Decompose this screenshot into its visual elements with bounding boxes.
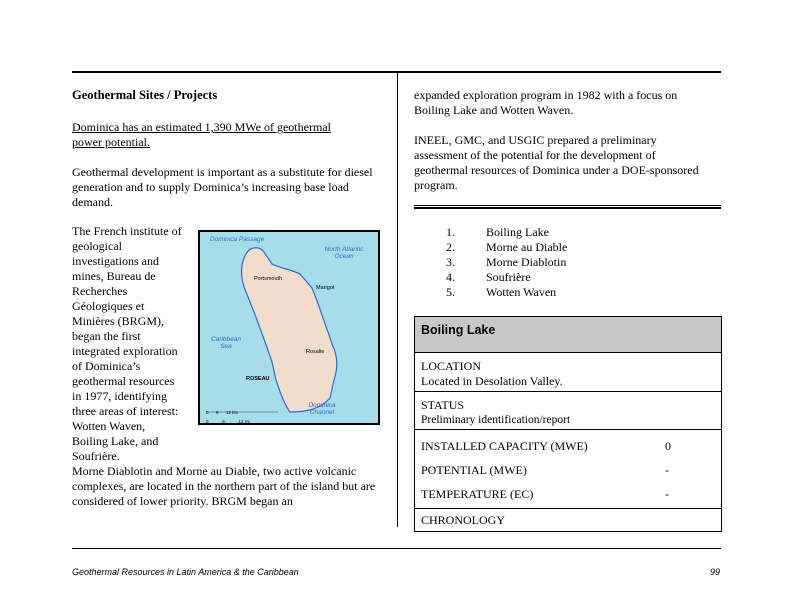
map-label-caribbean-sea: Caribbean Sea — [211, 336, 241, 350]
section-heading: Geothermal Sites / Projects — [72, 88, 218, 102]
list-item — [446, 225, 567, 240]
double-rule-top — [414, 205, 721, 206]
table-row — [415, 458, 721, 482]
list-label: Soufrière — [486, 270, 531, 284]
table-title: Boiling Lake — [415, 317, 721, 353]
list-label: Morne au Diable — [486, 240, 568, 254]
location-label: LOCATION — [421, 359, 481, 373]
location-section — [415, 353, 721, 392]
status-value: Preliminary identification/report — [421, 414, 571, 426]
paragraph-exploration: expanded exploration program in 1982 with a focus on Boiling Lake and Wotten Waven. — [414, 88, 678, 117]
paragraph-potential: Dominica has an estimated 1,390 MWe of geothermal power potential. — [72, 120, 331, 149]
page-number: 99 — [709, 567, 720, 577]
paragraph-assessment: INEEL, GMC, and USGIC prepared a preliminary assessment of the potential for the development of geothermal resources of Dominica under a DOE-sponsored program. — [414, 133, 699, 192]
row-value: - — [665, 486, 669, 501]
list-label: Boiling Lake — [486, 225, 549, 239]
paragraph-volcanic: Morne Diablotin and Morne au Diable, two active volcanic complexes, are located in the northern part of the island but are considered of lower priority. BRGM began an — [72, 464, 376, 508]
table-row — [415, 434, 721, 458]
list-number: 4. — [446, 270, 455, 284]
map-scale-km: 0 6 12 km — [206, 410, 239, 415]
bottom-rule — [72, 548, 721, 549]
list-item — [446, 255, 567, 270]
map-label-north-atlantic: North Atlantic Ocean — [324, 246, 364, 260]
map-city-roseau: ROSEAU — [246, 376, 270, 382]
map-city-marigot: Marigot — [316, 285, 335, 291]
paragraph-brgm: The French institute of geological investigations and mines, Bureau de Recherches Géologiques et Minières (BRGM), began the first integrated exploration of Dominica’s geothermal resources in 1977, identifying three areas of interest: Wotten Waven, Boiling Lake, and Soufrière. — [72, 224, 182, 463]
island-shape — [200, 232, 380, 425]
map-scale-mi: 0 6 12 mi — [206, 419, 250, 424]
row-label: TEMPERATURE (ΕC) — [421, 486, 534, 501]
list-number: 5. — [446, 285, 455, 299]
footer-title: Geothermal Resources in Latin America & the Caribbean — [72, 567, 299, 577]
row-label: INSTALLED CAPACITY (MWE) — [421, 438, 588, 453]
paragraph-development: Geothermal development is important as a substitute for diesel generation and to supply Dominica’s increasing base load demand. — [72, 165, 373, 209]
list-item — [446, 270, 567, 285]
list-number: 2. — [446, 240, 455, 254]
list-number: 1. — [446, 225, 455, 239]
chronology-label: CHRONOLOGY — [421, 513, 505, 527]
row-label: POTENTIAL (MWE) — [421, 462, 527, 477]
list-label: Morne Diablotin — [486, 255, 567, 269]
column-divider — [397, 72, 398, 527]
list-label: Wotten Waven — [486, 285, 557, 299]
location-value: Located in Desolation Valley. — [421, 374, 563, 388]
map-city-portsmouth: Portsmouth — [254, 276, 283, 282]
table-row — [415, 482, 721, 506]
dominica-map — [198, 230, 380, 425]
row-value: - — [665, 462, 669, 477]
list-item — [446, 285, 567, 300]
map-city-rosalie: Rosalie — [306, 349, 325, 355]
site-list — [446, 225, 567, 300]
status-label: STATUS — [421, 398, 465, 412]
site-table — [414, 316, 722, 532]
list-item — [446, 240, 567, 255]
status-section — [415, 392, 721, 430]
row-value: 0 — [665, 438, 671, 453]
double-rule-bottom — [414, 207, 721, 209]
map-label-dominica-passage: Dominica Passage — [210, 236, 265, 243]
map-label-dominica-channel: Dominica Channel — [308, 402, 336, 416]
list-number: 3. — [446, 255, 455, 269]
metrics-section — [415, 430, 721, 509]
